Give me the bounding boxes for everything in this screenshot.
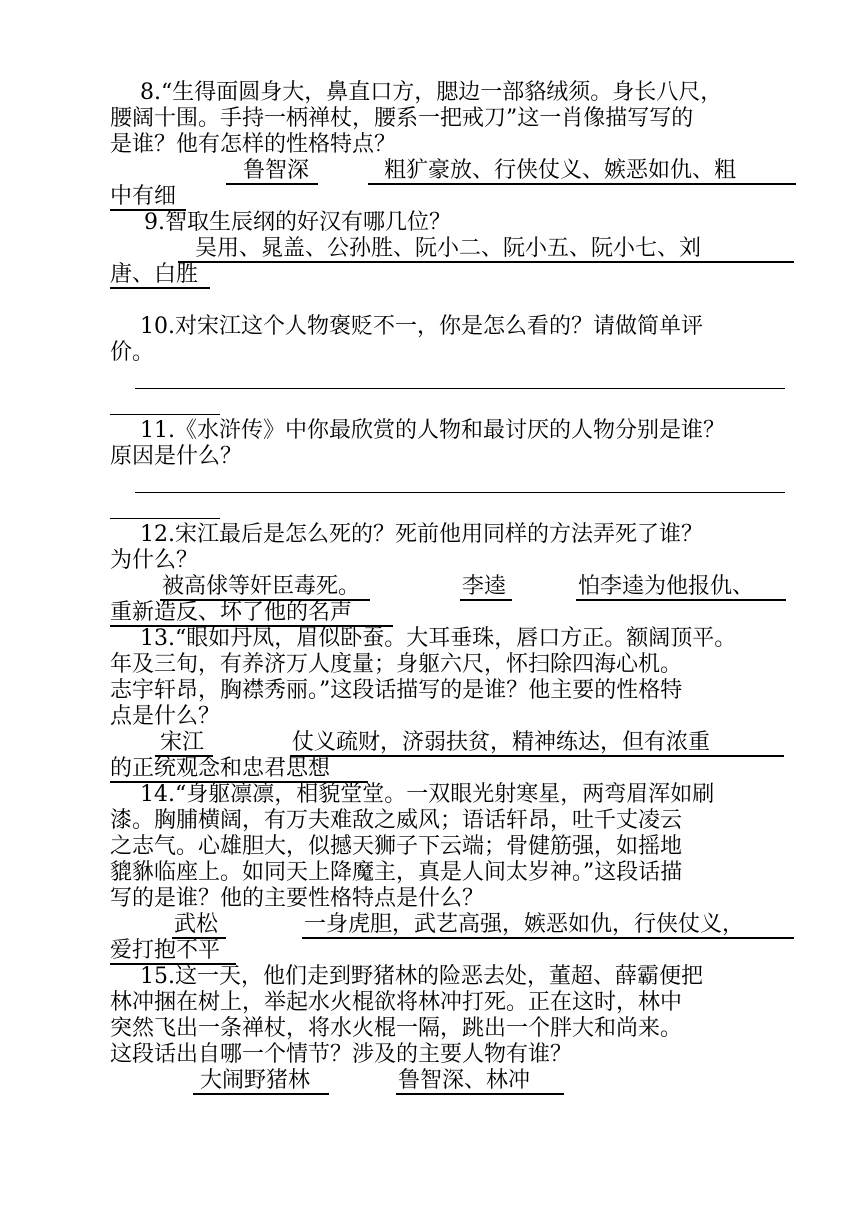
q8-answer-traits: 粗犷豪放、行侠仗义、嫉恶如仇、粗 bbox=[384, 158, 737, 183]
q8-line-3: 是谁？他有怎样的性格特点？ bbox=[110, 132, 397, 157]
q14-line-3: 之志气。心雄胆大，似撼天狮子下云端；骨健筋强，如摇地 bbox=[110, 834, 683, 859]
q15-answer-episode: 大闹野猪林 bbox=[200, 1068, 311, 1093]
q13-line-1: 13.“眼如丹凤，眉似卧蚕。大耳垂珠，唇口方正。额阔顶平。 bbox=[140, 626, 737, 651]
q14-answer-name: 武松 bbox=[174, 912, 219, 937]
q11-line-2: 原因是什么？ bbox=[110, 444, 243, 469]
q12-answer-why-cont: 重新造反、坏了他的名声 bbox=[110, 600, 353, 625]
q11-line-1: 11.《水浒传》中你最欣赏的人物和最讨厌的人物分别是谁？ bbox=[140, 418, 725, 443]
q14-answer-traits: 一身虎胆，武艺高强，嫉恶如仇，行侠仗义， bbox=[304, 912, 745, 937]
q11-blank-line-1 bbox=[135, 492, 785, 493]
q8-answer-name: 鲁智深 bbox=[243, 158, 310, 183]
q8-line-2: 腰阔十围。手持一柄禅杖，腰系一把戒刀”这一肖像描写写的 bbox=[110, 106, 694, 131]
q12-answer-why: 怕李逵为他报仇、 bbox=[578, 574, 755, 599]
q13-answer-name: 宋江 bbox=[160, 730, 205, 755]
q15-line-3: 突然飞出一条禅杖，将水火棍一隔，跳出一个胖大和尚来。 bbox=[110, 1016, 683, 1041]
q14-line-5: 写的是谁？他的主要性格特点是什么？ bbox=[110, 886, 485, 911]
q14-line-4: 貔貅临座上。如同天上降魔主，真是人间太岁神。”这段话描 bbox=[110, 860, 683, 885]
q13-line-2: 年及三旬，有养济万人度量；身躯六尺，怀扫除四海心机。 bbox=[110, 652, 683, 677]
q13-line-3: 志宇轩昂，胸襟秀丽。”这段话描写的是谁？他主要的性格特 bbox=[110, 678, 683, 703]
q9-answer: 吴用、晁盖、公孙胜、阮小二、阮小五、阮小七、刘 bbox=[195, 236, 702, 261]
q10-line-2: 价。 bbox=[110, 340, 155, 365]
q13-line-4: 点是什么？ bbox=[110, 704, 221, 729]
q12-line-2: 为什么？ bbox=[110, 548, 199, 573]
q12-answer-death: 被高俅等奸臣毒死。 bbox=[162, 574, 361, 599]
q9-answer-cont: 唐、白胜 bbox=[110, 262, 199, 287]
q15-answer-people-underline bbox=[396, 1093, 564, 1095]
q15-line-4: 这段话出自哪一个情节？涉及的主要人物有谁？ bbox=[110, 1042, 573, 1067]
q12-line-1: 12.宋江最后是怎么死的？死前他用同样的方法弄死了谁？ bbox=[140, 522, 703, 547]
q10-blank-line-2 bbox=[110, 414, 220, 415]
q13-answer-traits-cont: 的正统观念和忠君思想 bbox=[110, 756, 331, 781]
q8-answer-traits-cont: 中有细 bbox=[110, 184, 177, 209]
q15-answer-people: 鲁智深、林冲 bbox=[398, 1068, 531, 1093]
q14-line-1: 14.“身躯凛凛，相貌堂堂。一双眼光射寒星，两弯眉浑如刷 bbox=[140, 782, 715, 807]
q10-blank-line-1 bbox=[135, 388, 785, 389]
q10-line-1: 10.对宋江这个人物褒贬不一，你是怎么看的？请做简单评 bbox=[140, 314, 703, 339]
q13-answer-traits: 仗义疏财，济弱扶贫，精神练达，但有浓重 bbox=[292, 730, 711, 755]
q15-line-1: 15.这一天，他们走到野猪林的险恶去处，董超、薛霸便把 bbox=[140, 964, 703, 989]
q15-answer-episode-underline bbox=[193, 1093, 329, 1095]
q9-question: 9.智取生辰纲的好汉有哪几位？ bbox=[144, 210, 451, 235]
q8-line-1: 8.“生得面圆身大，鼻直口方，腮边一部貉绒须。身长八尺， bbox=[140, 80, 723, 105]
q9-answer-cont-underline bbox=[110, 287, 210, 289]
q15-line-2: 林冲捆在树上，举起水火棍欲将林冲打死。正在这时，林中 bbox=[110, 990, 683, 1015]
q11-blank-line-2 bbox=[110, 518, 220, 519]
q14-line-2: 漆。胸脯横阔，有万夫难敌之威风；语话轩昂，吐千丈凌云 bbox=[110, 808, 683, 833]
q14-answer-traits-cont: 爱打抱不平 bbox=[110, 938, 221, 963]
q12-answer-who: 李逵 bbox=[462, 574, 507, 599]
